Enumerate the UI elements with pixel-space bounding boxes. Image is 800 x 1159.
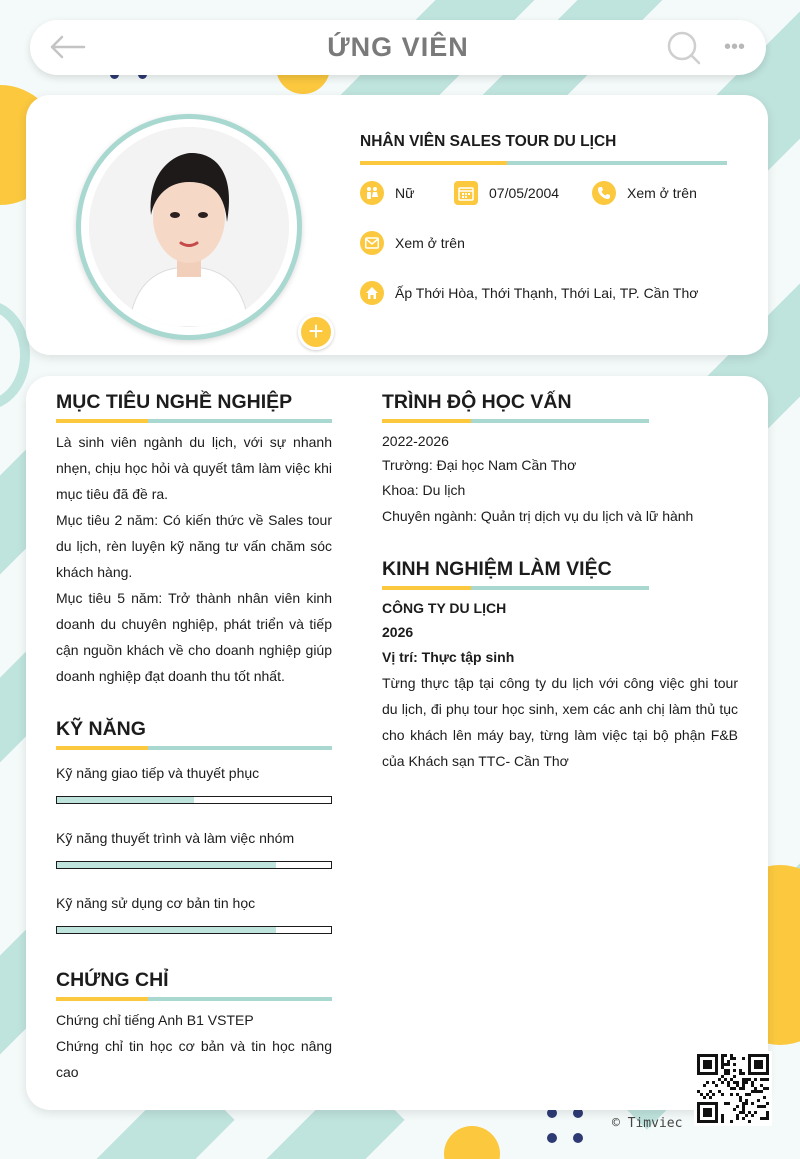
page-title: ỨNG VIÊN (327, 32, 469, 62)
experience-company: CÔNG TY DU LỊCH (382, 600, 507, 616)
education-faculty: Khoa: Du lịch (382, 482, 466, 498)
avatar (89, 127, 289, 327)
experience-position: Vị trí: Thực tập sinh (382, 649, 515, 665)
skill-bar (56, 926, 332, 934)
main-card (26, 376, 768, 1110)
profile-card (26, 95, 768, 355)
phone-value: Xem ở trên (627, 185, 697, 201)
experience-description: Từng thực tập tại công ty du lịch với công việc ghi tour du lịch, đi phụ tour học sinh, xem các anh chị làm thủ tục cho khách lên máy bay, từng làm việc tại bộ phận F&B của Khách sạn TTC- Cần Thơ (382, 675, 738, 769)
skill-bar (56, 861, 332, 869)
skill-label: Kỹ năng thuyết trình và làm việc nhóm (56, 830, 295, 846)
gender-value: Nữ (395, 185, 415, 201)
job-title: NHÂN VIÊN SALES TOUR DU LỊCH (360, 133, 617, 150)
gender-icon (360, 181, 384, 205)
education-underline (382, 419, 649, 423)
skill-bar-fill (57, 797, 194, 803)
objective-title: MỤC TIÊU NGHỀ NGHIỆP (56, 391, 293, 413)
experience-title: KINH NGHIỆM LÀM VIỆC (382, 558, 612, 580)
skill-bar-fill (57, 927, 276, 933)
birthday-value: 07/05/2004 (489, 185, 560, 201)
address-value: Ấp Thới Hòa, Thới Thạnh, Thới Lai, TP. Cần Thơ (395, 285, 699, 301)
phone-icon (592, 181, 616, 205)
email-field (360, 231, 465, 255)
qr-code (694, 1051, 772, 1126)
avatar-frame (76, 114, 324, 346)
skills-title: KỸ NĂNG (56, 718, 146, 740)
phone-field (592, 181, 697, 205)
add-photo-button[interactable]: + (298, 314, 334, 350)
objective-paragraph: Là sinh viên ngành du lịch, với sự nhanh nhẹn, chịu học hỏi và quyết tâm làm việc khi mục tiêu đã đề ra. (56, 434, 332, 502)
calendar-icon (454, 181, 478, 205)
address-field (360, 281, 698, 305)
birthday-field (454, 181, 559, 205)
education-major: Chuyên ngành: Quản trị dịch vụ du lịch và lữ hành (382, 508, 694, 524)
objective-paragraph: Mục tiêu 5 năm: Trở thành nhân viên kinh doanh du chuyên nghiệp, phát triển và tiếp cận nguồn khách về cho doanh nghiệp giúp doanh nghiệp đạt doanh thu tốt nhất. (56, 590, 332, 684)
email-value: Xem ở trên (395, 235, 465, 251)
skills-underline (56, 746, 332, 750)
skill-bar (56, 796, 332, 804)
education-period: 2022-2026 (382, 433, 449, 449)
certificates-underline (56, 997, 332, 1001)
experience-underline (382, 586, 649, 590)
certificates-title: CHỨNG CHỈ (56, 969, 169, 991)
experience-year: 2026 (382, 624, 414, 640)
certificate-item: Chứng chỉ tiếng Anh B1 VSTEP (56, 1012, 254, 1028)
more-options-icon[interactable]: ••• (724, 36, 746, 58)
objective-underline (56, 419, 332, 423)
job-title-underline (360, 161, 727, 165)
top-bar (30, 20, 766, 75)
gender-field (360, 181, 414, 205)
skill-bar-fill (57, 862, 276, 868)
home-icon (360, 281, 384, 305)
education-title: TRÌNH ĐỘ HỌC VẤN (382, 391, 572, 413)
watermark: © Timviec (612, 1116, 683, 1131)
objective-paragraph: Mục tiêu 2 năm: Có kiến thức về Sales tour du lịch, rèn luyện kỹ năng tư vấn chăm sóc khách hàng. (56, 512, 332, 580)
skill-label: Kỹ năng giao tiếp và thuyết phục (56, 765, 260, 781)
skill-label: Kỹ năng sử dụng cơ bản tin học (56, 895, 256, 911)
search-icon[interactable] (666, 30, 702, 66)
certificate-item: Chứng chỉ tin học cơ bản và tin học nâng cao (56, 1038, 332, 1080)
mail-icon (360, 231, 384, 255)
education-school: Trường: Đại học Nam Cần Thơ (382, 457, 577, 473)
